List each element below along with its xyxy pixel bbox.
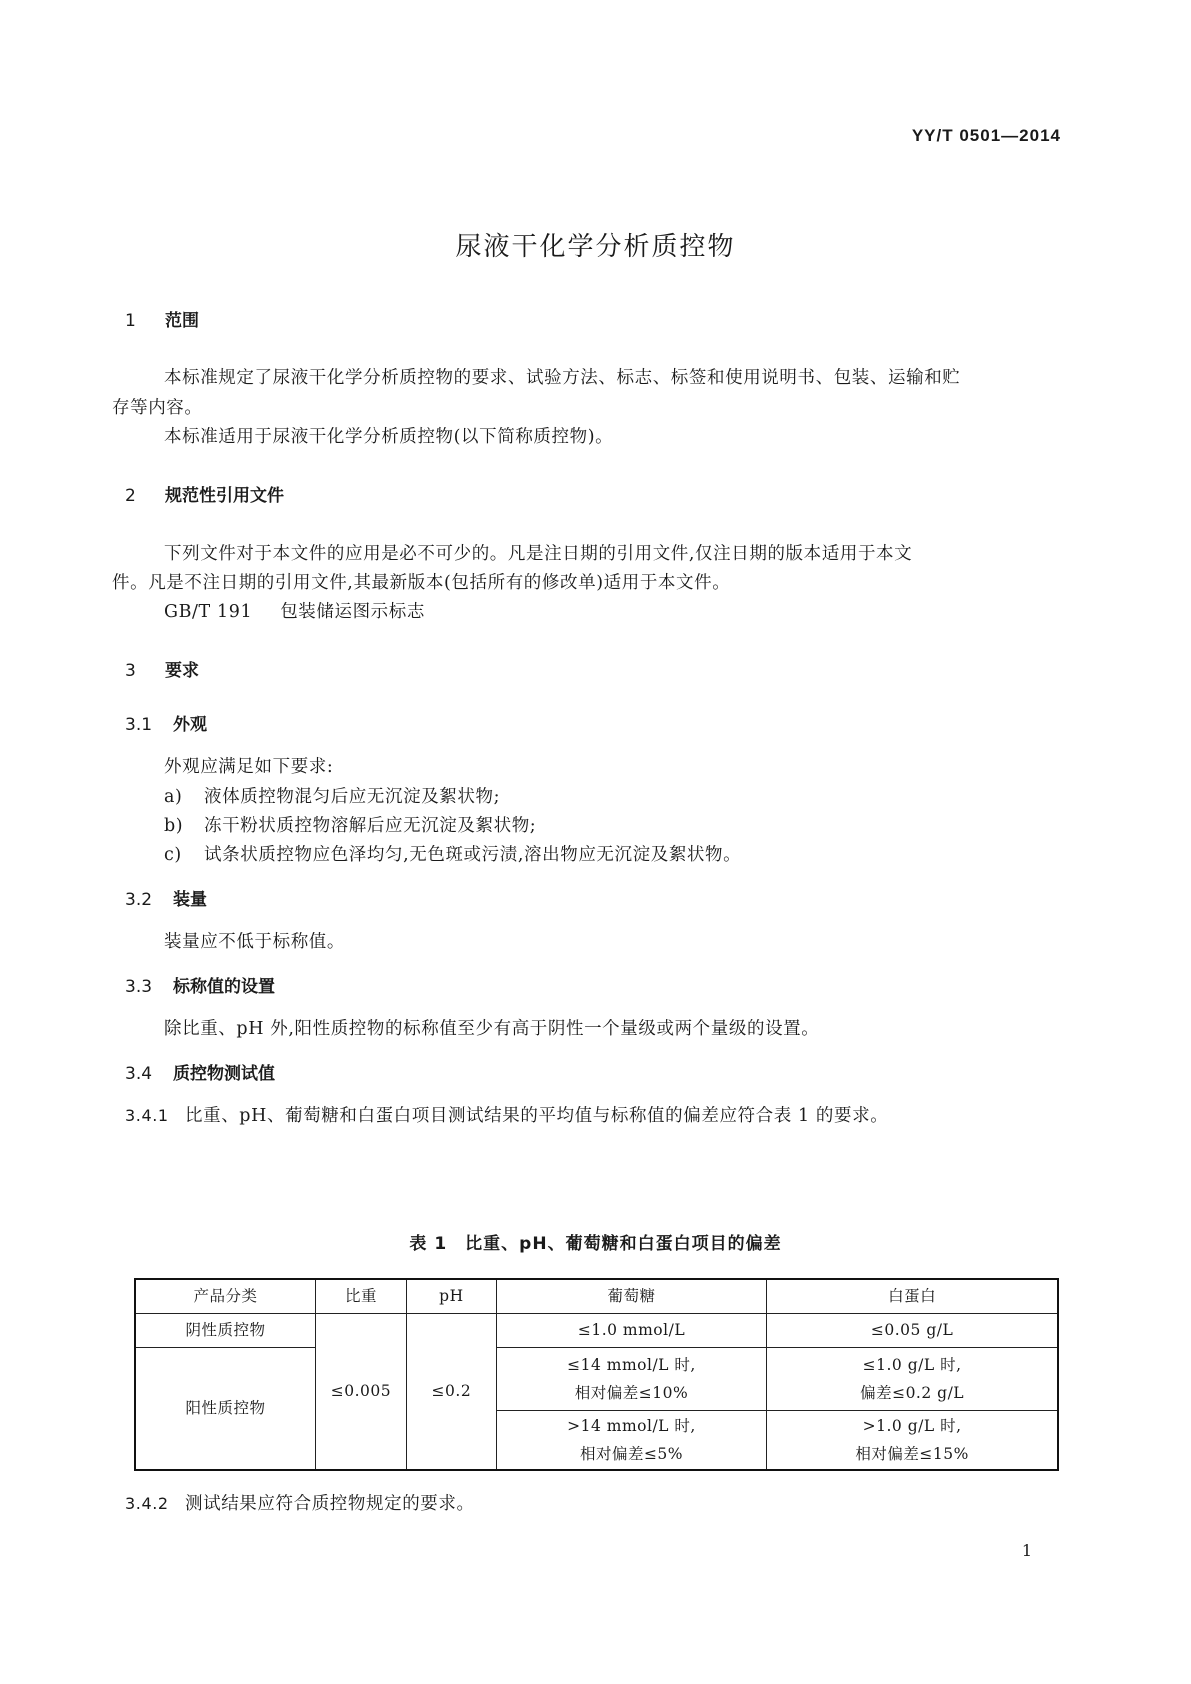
list-marker: b): [164, 816, 184, 836]
reference-title: 包装储运图示标志: [280, 602, 425, 622]
table-header-row: [135, 1279, 1058, 1313]
glucose-positive-low: [496, 1347, 766, 1410]
albumin-negative: ≤0.05 g/L: [767, 1313, 1058, 1347]
list-item-text: 冻干粉状质控物溶解后应无沉淀及絮状物;: [204, 816, 537, 836]
scope-paragraph-line-2: 存等内容。: [112, 398, 203, 418]
table-1-caption: 表 1 比重、pH、葡萄糖和白蛋白项目的偏差: [409, 1234, 782, 1254]
negative-control-label: 阴性质控物: [135, 1313, 316, 1347]
cell-line: >1.0 g/L 时,: [862, 1416, 962, 1435]
header-glucose: 葡萄糖: [496, 1279, 766, 1313]
section-3-2-heading: [125, 885, 207, 910]
section-number: 3: [125, 661, 136, 681]
table-row: [135, 1347, 1058, 1410]
section-number: 3.4: [125, 1064, 153, 1084]
section-3-1-heading: [125, 710, 207, 735]
section-number: 1: [125, 311, 136, 331]
scope-paragraph-line-1: 本标准规定了尿液干化学分析质控物的要求、试验方法、标志、标签和使用说明书、包装、运输和贮: [164, 368, 961, 388]
section-3-3-heading: [125, 972, 275, 997]
reference-code: GB/T 191: [164, 602, 253, 622]
clause-number: 3.4.1: [125, 1106, 169, 1125]
cell-line: ≤1.0 g/L 时,: [862, 1355, 962, 1374]
section-title: 质控物测试值: [173, 1064, 275, 1084]
list-item: [164, 812, 536, 837]
scope-paragraph-2: 本标准适用于尿液干化学分析质控物(以下简称质控物)。: [164, 427, 614, 447]
appearance-intro: 外观应满足如下要求:: [164, 757, 334, 777]
header-product-category: 产品分类: [135, 1279, 316, 1313]
glucose-positive-high: [496, 1410, 766, 1470]
section-number: 3.2: [125, 890, 153, 910]
clause-3-4-2: [125, 1490, 475, 1515]
section-title: 标称值的设置: [173, 977, 275, 997]
table-1: [134, 1278, 1059, 1471]
section-1-heading: [125, 306, 199, 331]
section-number: 3.3: [125, 977, 153, 997]
list-marker: a): [164, 787, 183, 807]
list-item: [164, 783, 500, 808]
header-ph: pH: [406, 1279, 496, 1313]
list-item-text: 液体质控物混匀后应无沉淀及絮状物;: [204, 787, 501, 807]
list-item-text: 试条状质控物应色泽均匀,无色斑或污渍,溶出物应无沉淀及絮状物。: [204, 845, 742, 865]
list-item: [164, 841, 741, 866]
section-title: 规范性引用文件: [165, 486, 284, 506]
cell-line: ≤14 mmol/L 时,: [567, 1355, 696, 1374]
references-paragraph-line-1: 下列文件对于本文件的应用是必不可少的。凡是注日期的引用文件,仅注日期的版本适用于本文: [164, 544, 913, 564]
glucose-negative: ≤1.0 mmol/L: [496, 1313, 766, 1347]
cell-line: >14 mmol/L 时,: [567, 1416, 696, 1435]
cell-line: 偏差≤0.2 g/L: [860, 1383, 965, 1402]
references-paragraph-line-2: 件。凡是不注日期的引用文件,其最新版本(包括所有的修改单)适用于本文件。: [112, 573, 731, 593]
clause-3-4-1: [125, 1102, 888, 1127]
nominal-value-text: 除比重、pH 外,阳性质控物的标称值至少有高于阴性一个量级或两个量级的设置。: [164, 1019, 820, 1039]
cell-line: 相对偏差≤10%: [574, 1383, 689, 1402]
cell-line: 相对偏差≤5%: [579, 1444, 684, 1463]
clause-text: 测试结果应符合质控物规定的要求。: [185, 1494, 475, 1514]
clause-text: 比重、pH、葡萄糖和白蛋白项目测试结果的平均值与标称值的偏差应符合表 1 的要求。: [185, 1106, 889, 1126]
fill-volume-text: 装量应不低于标称值。: [164, 932, 345, 952]
section-title: 范围: [165, 311, 199, 331]
section-2-heading: [125, 481, 284, 506]
standard-code: YY/T 0501—2014: [911, 126, 1061, 145]
section-title: 装量: [173, 890, 207, 910]
section-number: 3.1: [125, 715, 153, 735]
clause-number: 3.4.2: [125, 1494, 169, 1513]
section-3-heading: [125, 656, 199, 681]
section-3-4-heading: [125, 1059, 275, 1084]
specific-gravity-deviation: ≤0.005: [316, 1313, 407, 1470]
list-marker: c): [164, 845, 182, 865]
cell-line: 相对偏差≤15%: [855, 1444, 969, 1463]
section-number: 2: [125, 486, 136, 506]
section-title: 要求: [165, 661, 199, 681]
ph-deviation: ≤0.2: [406, 1313, 496, 1470]
reference-entry: [164, 598, 425, 623]
page-number: 1: [1021, 1541, 1032, 1560]
header-specific-gravity: 比重: [316, 1279, 407, 1313]
document-title: 尿液干化学分析质控物: [455, 232, 736, 262]
positive-control-label: 阳性质控物: [135, 1347, 316, 1470]
table-row: [135, 1313, 1058, 1347]
section-title: 外观: [173, 715, 207, 735]
header-albumin: 白蛋白: [767, 1279, 1058, 1313]
albumin-positive-high: [767, 1410, 1058, 1470]
albumin-positive-low: [767, 1347, 1058, 1410]
